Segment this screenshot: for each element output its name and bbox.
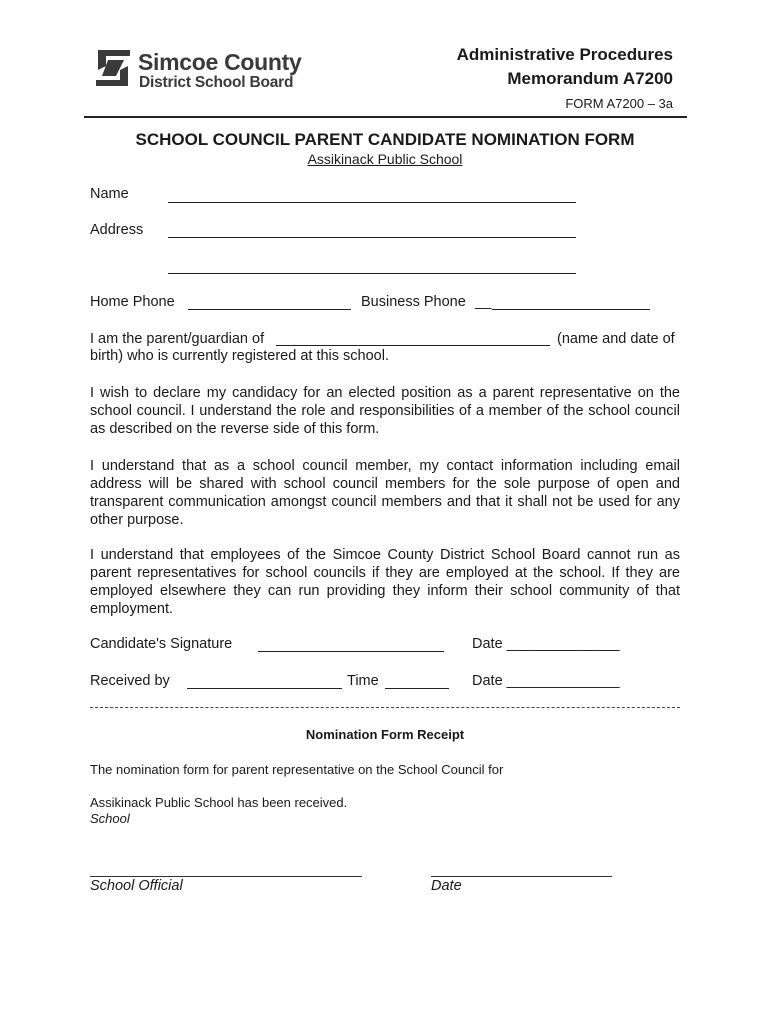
school-caption: School [90,811,130,826]
school-official-signature-line[interactable] [90,876,362,877]
admin-procedures-title: Administrative Procedures [456,45,673,64]
receipt-line1: The nomination form for parent representative on the School Council for [90,762,504,777]
org-name-line1: Simcoe County [138,49,302,75]
receipt-date-line[interactable] [431,876,612,877]
school-board-logo-icon [94,48,132,88]
contact-info-paragraph: I understand that as a school council member, my contact information including email address will be shared with school council members for the sole purpose of open and transparent communication amongst council members and that it shall not be used for any other purpose. [90,458,680,528]
address-field-line1[interactable] [168,237,576,238]
home-phone-field[interactable] [188,309,351,310]
business-phone-field[interactable] [492,309,650,310]
signature-label: Candidate's Signature [90,636,233,652]
parent-text-start: I am the parent/guardian of [90,331,265,347]
time-label: Time [347,673,379,689]
time-field[interactable] [385,688,449,689]
name-label: Name [90,186,129,202]
receipt-date-caption: Date [431,878,462,894]
signature-field[interactable] [258,651,444,652]
business-phone-prefix: __ [475,294,492,310]
address-label: Address [90,222,144,238]
name-field[interactable] [168,202,576,203]
form-code: FORM A7200 – 3a [565,96,673,111]
received-by-field[interactable] [187,688,342,689]
receipt-title: Nomination Form Receipt [305,727,465,742]
form-title: SCHOOL COUNCIL PARENT CANDIDATE NOMINATION FORM [135,130,635,149]
header-divider [84,116,687,118]
received-date-field[interactable]: Date ______________ [472,673,620,689]
received-by-label: Received by [90,673,170,689]
school-name: Assikinack Public School [307,151,463,167]
child-name-field[interactable] [276,345,550,346]
business-phone-label: Business Phone [361,294,466,310]
org-name-line2: District School Board [139,74,294,91]
employees-paragraph: I understand that employees of the Simcoe County District School Board cannot run as parent representatives for school councils if they are employed at the school. If they are employed elsewhere they can run providing they inform their school community of that employment. [90,547,680,617]
parent-text-end: (name and date of [557,331,675,347]
school-official-caption: School Official [90,878,183,894]
cut-line-divider [90,707,680,708]
memorandum-number: Memorandum A7200 [507,69,673,88]
signature-date-field[interactable]: Date ______________ [472,636,620,652]
parent-text-line2: birth) who is currently registered at this school. [90,348,389,364]
candidacy-paragraph: I wish to declare my candidacy for an elected position as a parent representative on the school council. I understand the role and responsibilities of a member of the school council as described on the reverse side of this form. [90,385,680,437]
home-phone-label: Home Phone [90,294,175,310]
receipt-line2: Assikinack Public School has been received. [90,795,348,810]
address-field-line2[interactable] [168,273,576,274]
